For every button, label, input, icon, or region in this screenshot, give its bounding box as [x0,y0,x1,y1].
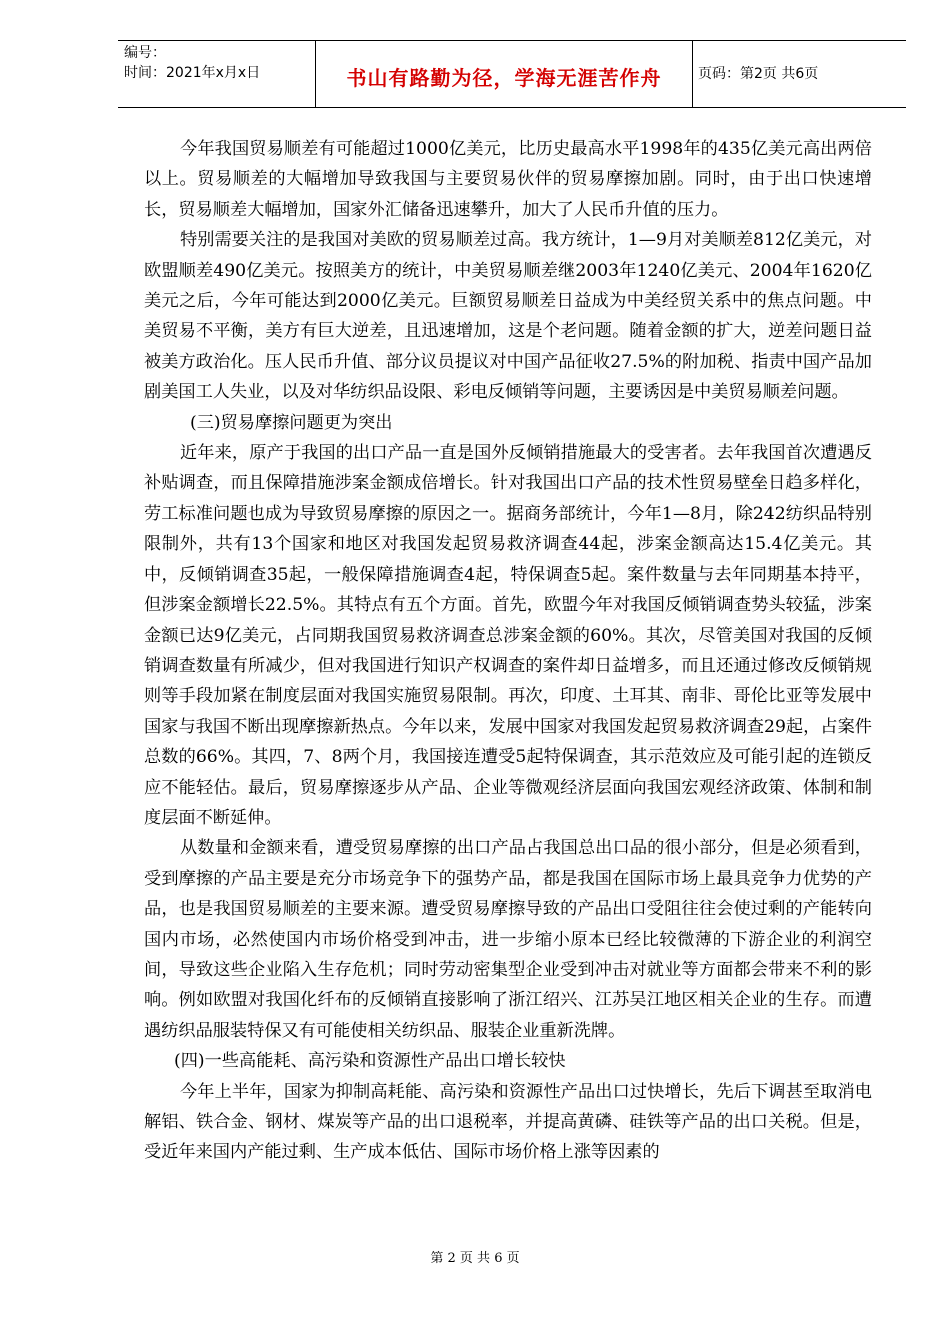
paragraph: 今年上半年，国家为抑制高耗能、高污染和资源性产品出口过快增长，先后下调甚至取消电解铝、铁合金、钢材、煤炭等产品的出口退税率，并提高黄磷、硅铁等产品的出口关税。但是，受近年来国内产能过剩、生产成本低估、国际市场价格上涨等因素的 [144,1081,872,1163]
page-header [118,40,906,108]
header-number-label: 编号： [124,45,166,61]
header-meta [124,43,260,83]
header-bottom-rule [118,107,906,108]
document-body [144,134,872,1168]
header-page-label: 页码：第2页 共6页 [698,66,819,82]
paragraph: 今年我国贸易顺差有可能超过1000亿美元，比历史最高水平1998年的435亿美元高出两倍以上。贸易顺差的大幅增加导致我国与主要贸易伙伴的贸易摩擦加剧。同时，由于出口快速增长，贸易顺差大幅增加，国家外汇储备迅速攀升，加大了人民币升值的压力。 [144,139,872,220]
header-time-label: 时间：2021年x月x日 [124,65,261,81]
section-heading: (三)贸易摩擦问题更为突出 [190,412,393,433]
paragraph: 特别需要关注的是我国对美欧的贸易顺差过高。我方统计，1—9月对美顺差812亿美元，对欧盟顺差490亿美元。按照美方的统计，中美贸易顺差继2003年1240亿美元、2004年1620亿美元之后，今年可能达到2000亿美元。巨额贸易顺差日益成为中美经贸关系中的焦点问题。中美贸易不平衡，美方有巨大逆差，且迅速增加，这是个老问题。随着金额的扩大，逆差问题日益被美方政治化。压人民币升值、部分议员提议对中国产品征收27.5%的附加税、指责中国产品加剧美国工人失业，以及对华纺织品设限、彩电反倾销等问题，主要诱因是中美贸易顺差问题。 [144,230,872,403]
header-motto: 书山有路勤为径，学海无涯苦作舟 [346,66,662,90]
paragraph: 从数量和金额来看，遭受贸易摩擦的出口产品占我国总出口品的很小部分，但是必须看到，受到摩擦的产品主要是充分市场竞争下的强势产品，都是我国在国际市场上最具竞争力优势的产品，也是我国贸易顺差的主要来源。遭受贸易摩擦导致的产品出口受阻往往会使过剩的产能转向国内市场，必然使国内市场价格受到冲击，进一步缩小原本已经比较微薄的下游企业的利润空间，导致这些企业陷入生存危机；同时劳动密集型企业受到冲击对就业等方面都会带来不利的影响。例如欧盟对我国化纤布的反倾销直接影响了浙江绍兴、江苏吴江地区相关企业的生存。而遭遇纺织品服装特保又有可能使相关纺织品、服装企业重新洗牌。 [144,838,872,1041]
paragraph: 近年来，原产于我国的出口产品一直是国外反倾销措施最大的受害者。去年我国首次遭遇反补贴调查，而且保障措施涉案金额成倍增长。针对我国出口产品的技术性贸易壁垒日趋多样化，劳工标准问题也成为导致贸易摩擦的原因之一。据商务部统计，今年1—8月，除242纺织品特别限制外，共有13个国家和地区对我国发起贸易救济调查44起，涉案金额高达15.4亿美元。其中，反倾销调查35起，一般保障措施调查4起，特保调查5起。案件数量与去年同期基本持平，但涉案金额增长22.5%。其特点有五个方面。首先，欧盟今年对我国反倾销调查势头较猛，涉案金额已达9亿美元，占同期我国贸易救济调查总涉案金额的60%。其次，尽管美国对我国的反倾销调查数量有所减少，但对我国进行知识产权调查的案件却日益增多，而且还通过修改反倾销规则等手段加紧在制度层面对我国实施贸易限制。再次，印度、土耳其、南非、哥伦比亚等发展中国家与我国不断出现摩擦新热点。今年以来，发展中国家对我国发起贸易救济调查29起，占案件总数的66%。其四，7、8两个月，我国接连遭受5起特保调查，其示范效应及可能引起的连锁反应不能轻估。最后，贸易摩擦逐步从产品、企业等微观经济层面向我国宏观经济政策、体制和制度层面不断延伸。 [144,443,872,828]
header-divider-right [692,40,693,108]
section-heading: (四)一些高能耗、高污染和资源性产品出口增长较快 [174,1051,566,1072]
page-footer: 第 2 页 共 6 页 [430,1251,520,1266]
header-top-rule [118,40,906,41]
